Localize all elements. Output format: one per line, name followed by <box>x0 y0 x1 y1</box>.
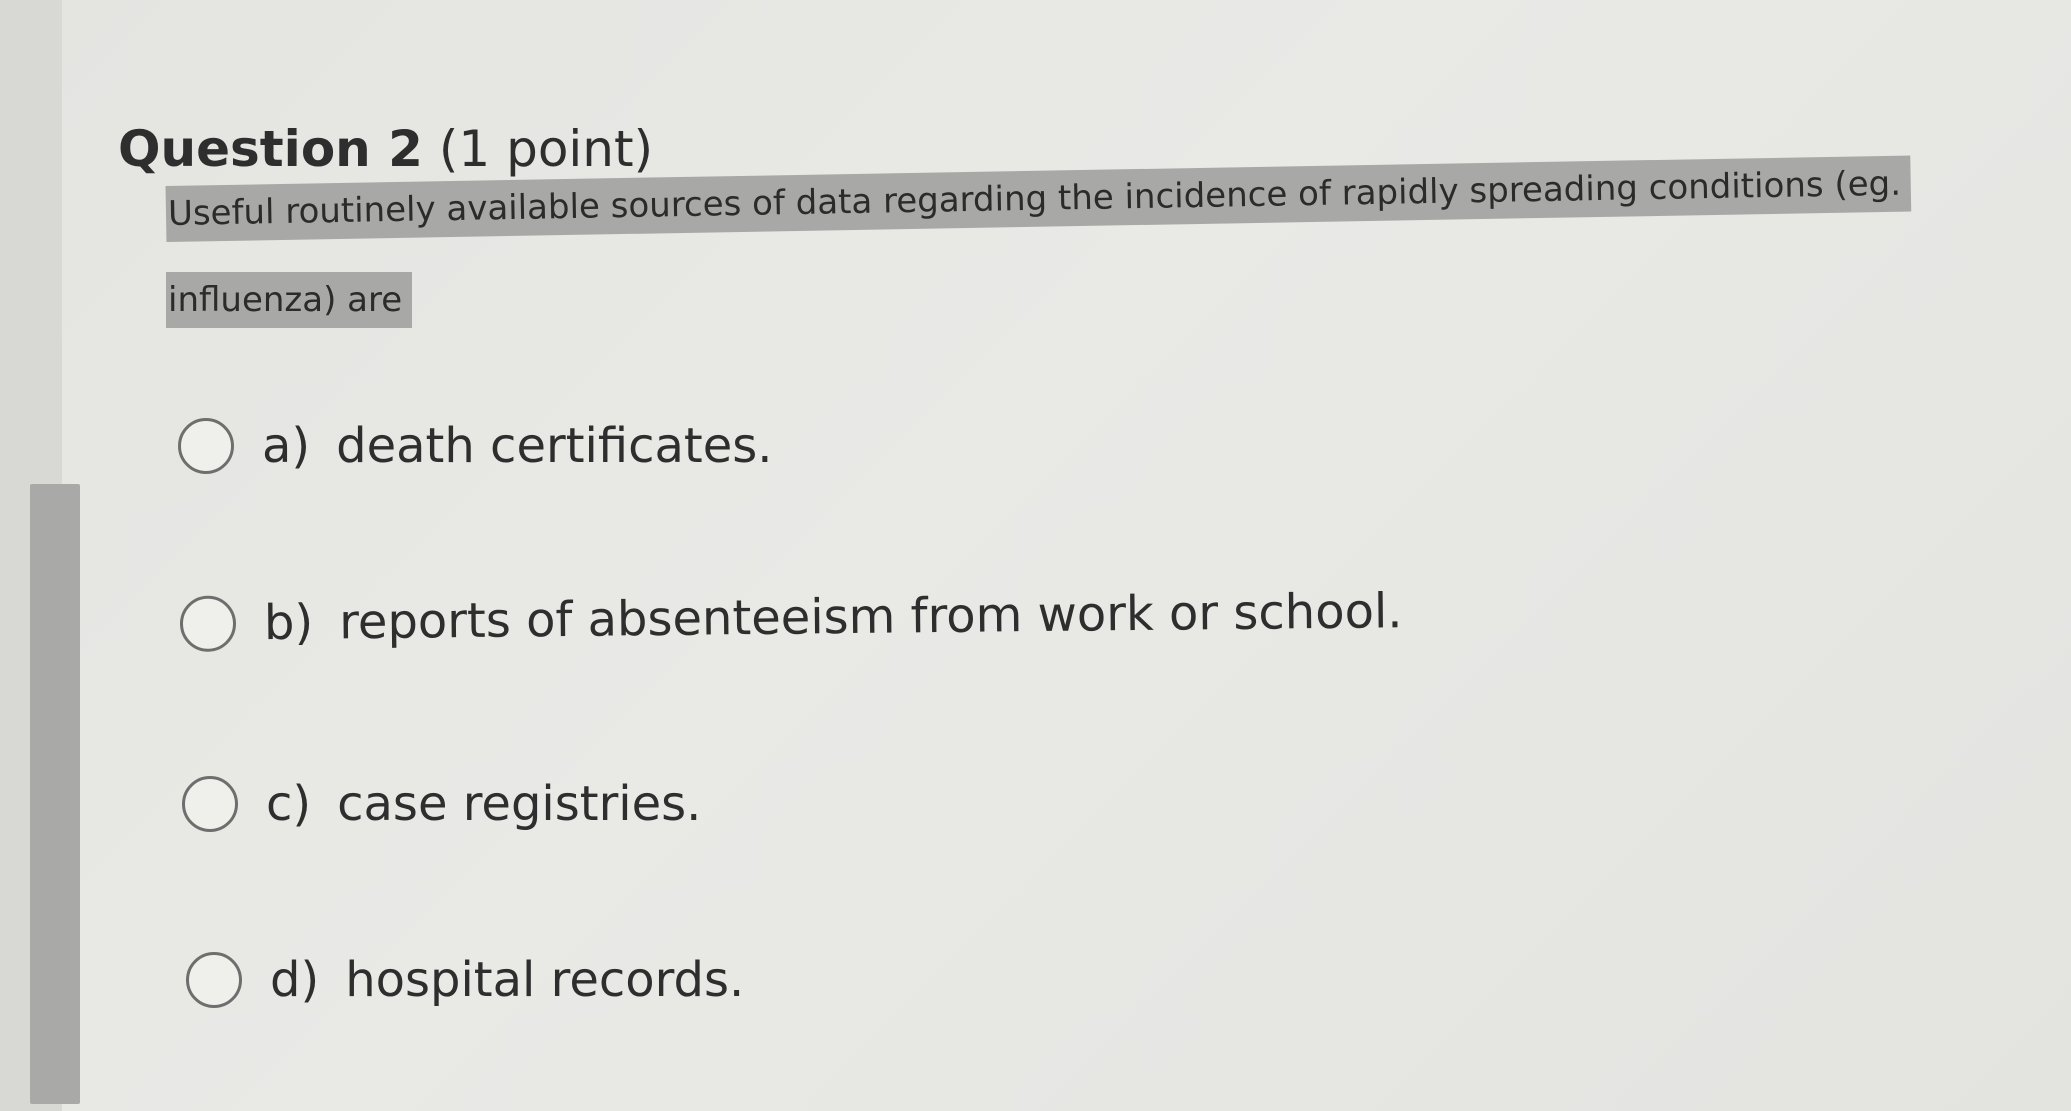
option-letter: d) <box>270 952 320 1008</box>
option-letter: c) <box>266 776 312 832</box>
option-label: death certificates. <box>336 418 773 474</box>
answer-option-a[interactable] <box>178 418 773 474</box>
option-letter: a) <box>262 418 311 474</box>
question-text-line-1: Useful routinely available sources of data regarding the incidence of rapidly spreading conditions (eg. <box>166 156 1912 243</box>
question-title <box>118 122 653 177</box>
question-number: Question 2 <box>118 120 423 178</box>
radio-button-icon[interactable] <box>186 952 242 1008</box>
option-letter: b) <box>263 594 314 652</box>
question-points: (1 point) <box>438 120 654 178</box>
question-text-line-2: influenza) are <box>166 272 412 328</box>
question-prompt <box>166 163 1906 326</box>
answer-option-b[interactable] <box>180 583 1403 652</box>
option-label: case registries. <box>337 776 702 832</box>
answer-option-d[interactable] <box>186 952 744 1008</box>
radio-button-icon[interactable] <box>182 776 238 832</box>
option-label: hospital records. <box>345 952 745 1008</box>
answer-option-c[interactable] <box>182 776 701 832</box>
radio-button-icon[interactable] <box>180 595 237 652</box>
option-label: reports of absenteeism from work or school. <box>338 583 1403 651</box>
radio-button-icon[interactable] <box>178 418 234 474</box>
scrollbar-thumb[interactable] <box>30 484 80 1104</box>
